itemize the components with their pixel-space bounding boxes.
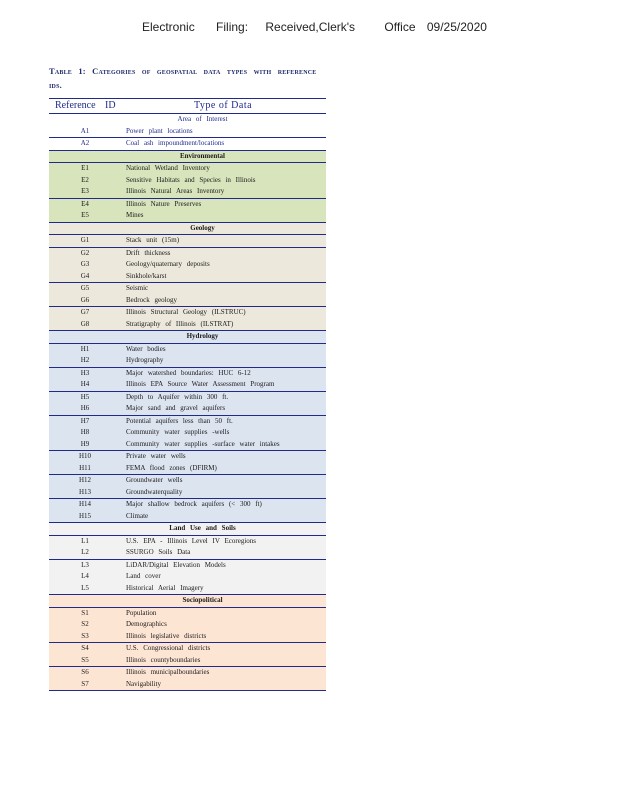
header-office: Office	[384, 20, 416, 34]
data-type: Water bodies	[126, 344, 166, 353]
reference-id: H12	[78, 476, 92, 484]
table-row	[49, 439, 326, 452]
reference-id: S7	[81, 679, 89, 688]
reference-id: S5	[81, 655, 89, 664]
reference-id: H4	[80, 380, 90, 388]
data-type: Stratigraphy of Illinois (ILSTRAT)	[126, 319, 234, 328]
reference-id: L5	[81, 583, 89, 592]
reference-id: A1	[80, 126, 90, 135]
data-type: SSURGO Soils Data	[126, 548, 191, 556]
data-type: Illinois legislative districts	[126, 631, 207, 640]
table-row	[49, 210, 326, 223]
reference-id: H10	[78, 452, 92, 460]
reference-id: H7	[80, 416, 90, 425]
table-row	[49, 319, 326, 332]
data-type: Illinois Structural Geology (ILSTRUC)	[126, 308, 246, 316]
table-row	[49, 511, 326, 524]
table-row	[49, 271, 326, 284]
reference-id: G3	[80, 260, 90, 268]
table-row	[49, 608, 326, 620]
data-type: Population	[126, 608, 157, 617]
data-type: Depth to Aquifer within 300 ft.	[126, 392, 229, 401]
reference-id: H2	[80, 356, 90, 364]
table-row	[49, 631, 326, 644]
reference-id: E3	[81, 187, 89, 195]
reference-id: G2	[80, 248, 90, 257]
data-type: Historical Aerial Imagery	[126, 583, 204, 592]
data-type: Stack unit (15m)	[126, 236, 180, 244]
table-row	[49, 199, 326, 211]
data-type: Illinois municipalboundaries	[126, 668, 210, 676]
data-type: Major shallow bedrock aquifers (< 300 ft)	[126, 500, 262, 508]
header-date: 09/25/2020	[426, 20, 487, 34]
data-type: U.S. Congressional districts	[126, 644, 211, 652]
table-row	[49, 571, 326, 583]
reference-id: G7	[80, 308, 90, 316]
table-row	[49, 307, 326, 319]
header-filing: Filing:	[216, 20, 249, 34]
table-row	[49, 248, 326, 260]
reference-id: L3	[81, 560, 89, 569]
reference-id: E5	[81, 211, 89, 219]
reference-id: H15	[78, 511, 92, 520]
table-row	[49, 186, 326, 199]
reference-id: G8	[80, 319, 90, 328]
header-received: Received,Clerk's	[265, 20, 356, 34]
data-type: Major watershed boundaries: HUC 6-12	[126, 368, 251, 377]
table-row	[49, 126, 326, 139]
reference-id: G6	[80, 295, 90, 304]
section-heading-hyd: Hydrology	[49, 331, 326, 344]
data-type: Coal ash impoundment/locations	[126, 139, 225, 147]
reference-id: G4	[80, 271, 90, 280]
geospatial-data-table	[49, 98, 326, 691]
table-row	[49, 679, 326, 692]
data-type: Community water supplies -wells	[126, 428, 230, 436]
reference-id: L4	[81, 572, 89, 580]
section-heading-geo: Geology	[49, 223, 326, 236]
data-type: Illinois Natural Areas Inventory	[126, 187, 225, 195]
data-type: Power plant locations	[126, 126, 193, 135]
reference-id: H3	[80, 368, 90, 377]
data-type: Seismic	[126, 284, 149, 292]
reference-id: H5	[80, 392, 90, 401]
data-type: Groundwaterquality	[126, 487, 183, 496]
header-reference: Reference	[55, 100, 96, 111]
table-row	[49, 547, 326, 560]
reference-id: E4	[81, 199, 89, 208]
data-type: Illinois countyboundaries	[126, 655, 201, 664]
data-type: Geology/quaternary deposits	[126, 260, 210, 268]
table-row	[49, 475, 326, 487]
data-type: Illinois EPA Source Water Assessment Program	[126, 380, 275, 388]
reference-id: S6	[81, 668, 89, 676]
table-row	[49, 235, 326, 248]
header-id: ID	[105, 100, 116, 111]
reference-id: S1	[81, 608, 89, 617]
data-type: Climate	[126, 511, 149, 520]
table-row	[49, 344, 326, 356]
table-row	[49, 536, 326, 548]
data-type: Groundwater wells	[126, 476, 183, 484]
data-type: Private water wells	[126, 452, 186, 460]
reference-id: S3	[81, 631, 89, 640]
data-type: LiDAR/Digital Elevation Models	[126, 560, 226, 569]
data-type: Bedrock geology	[126, 295, 178, 304]
data-type: Potential aquifers less than 50 ft.	[126, 416, 233, 425]
reference-id: H14	[78, 500, 92, 508]
section-heading-env: Environmental	[49, 151, 326, 164]
reference-id: E2	[81, 175, 89, 184]
data-type: Demographics	[126, 620, 167, 628]
table-row	[49, 392, 326, 404]
reference-id: H11	[79, 463, 91, 472]
section-heading-interest: Area of Interest	[177, 115, 228, 123]
reference-id: L2	[81, 548, 89, 556]
reference-id: G5	[80, 284, 90, 292]
data-type: Sensitive Habitats and Species in Illinois	[126, 175, 256, 184]
reference-id: E1	[81, 164, 89, 172]
data-type: Sinkhole/karst	[126, 271, 167, 280]
data-type: Mines	[126, 211, 144, 219]
data-type: FEMA flood zones (DFIRM)	[126, 463, 217, 472]
table-caption: Table 1: Categories of geospatial data types with reference ids.	[49, 66, 317, 90]
table-header	[49, 99, 326, 114]
table-row	[49, 403, 326, 416]
table-row	[49, 643, 326, 655]
table-row	[49, 368, 326, 380]
table-row	[49, 163, 326, 175]
table-row	[49, 655, 326, 668]
table-row	[49, 487, 326, 500]
reference-id: A2	[80, 139, 90, 147]
table-row	[49, 499, 326, 511]
reference-id: H13	[78, 487, 92, 496]
table-row	[49, 451, 326, 463]
reference-id: H9	[80, 439, 90, 448]
data-type: National Wetland Inventory	[126, 164, 210, 172]
table-row	[49, 619, 326, 631]
reference-id: H8	[80, 428, 90, 436]
data-type: Community water supplies -surface water intakes	[126, 439, 280, 448]
header-type: Type of Data	[194, 100, 253, 111]
header-electronic: Electronic	[142, 20, 195, 34]
table-row	[49, 138, 326, 151]
filing-header	[142, 20, 487, 34]
table-row	[49, 583, 326, 596]
reference-id: H1	[80, 344, 90, 353]
reference-id: L1	[81, 536, 89, 545]
table-row	[49, 416, 326, 428]
table-row	[49, 175, 326, 187]
table-row	[49, 560, 326, 572]
table-row	[49, 463, 326, 476]
table-row	[49, 259, 326, 271]
data-type: Land cover	[126, 572, 161, 580]
section-heading-soc: Sociopolitical	[49, 595, 326, 608]
table-row	[49, 427, 326, 439]
section-heading-land: Land Use and Soils	[49, 523, 326, 536]
table-row	[49, 283, 326, 295]
data-type: Major sand and gravel aquifers	[126, 404, 226, 412]
table-row	[49, 667, 326, 679]
data-type: Illinois Nature Preserves	[126, 199, 202, 208]
table-row	[49, 295, 326, 308]
data-type: U.S. EPA - Illinois Level IV Ecoregions	[126, 536, 256, 545]
reference-id: H6	[80, 404, 90, 412]
data-type: Drift thickness	[126, 248, 171, 257]
table-body	[49, 114, 326, 691]
reference-id: G1	[80, 236, 90, 244]
reference-id: S4	[81, 644, 89, 652]
table-row	[49, 379, 326, 392]
data-type: Navigability	[126, 679, 161, 688]
data-type: Hydrography	[126, 356, 164, 364]
reference-id: S2	[81, 620, 89, 628]
table-row	[49, 355, 326, 368]
